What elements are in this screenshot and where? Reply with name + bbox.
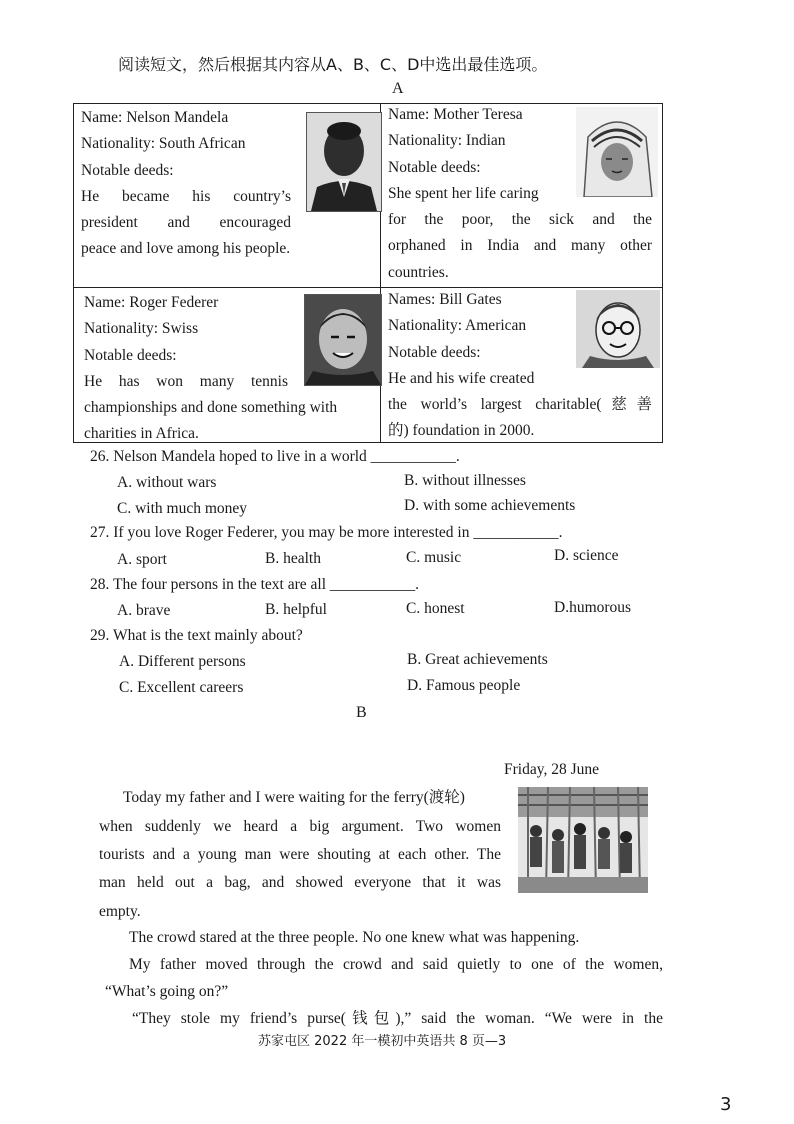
option: B. health [265,550,321,567]
deeds-line: peace and love among his people. [81,240,291,258]
deeds-line: He and his wife created [388,369,535,387]
option: C. Excellent careers [119,679,244,696]
paragraph-line: tourists and a young man were shouting at each other. The [99,846,501,863]
question-stem: 26. Nelson Mandela hoped to live in a world ___________. [90,448,460,465]
person-name: Name: Roger Federer [84,294,219,311]
option: A. Different persons [119,653,246,670]
option: C. music [406,549,462,566]
deeds-line: the world’s largest charitable(慈善 [388,396,652,414]
deeds-line: He became his country’s [81,187,291,205]
person-name: Names: Bill Gates [388,291,502,308]
deeds-line: championships and done something with [84,399,338,417]
option: D. Famous people [407,677,521,694]
option: B. helpful [265,601,327,618]
option: A. sport [117,551,167,568]
paragraph-line: when suddenly we heard a big argument. Two women [99,818,501,835]
option: D.humorous [554,599,632,616]
portrait-teresa [576,107,658,197]
ferry-crowd-photo [518,787,648,893]
deeds-line: 的) foundation in 2000. [388,422,535,440]
deeds-label: Notable deeds: [81,161,174,179]
option: A. without wars [117,474,217,491]
question-stem: 28. The four persons in the text are all ___________. [90,576,420,593]
deeds-line: He has won many tennis [84,372,288,390]
diary-date: Friday, 28 June [504,761,599,778]
option: D. with some achievements [404,497,576,514]
deeds-line: She spent her life caring [388,184,539,202]
question-stem: 27. If you love Roger Federer, you may be more interested in ___________. [90,524,563,541]
option: B. without illnesses [404,472,526,489]
person-name: Name: Mother Teresa [388,106,523,123]
option: D. science [554,547,619,564]
portrait-federer [304,294,382,386]
paragraph-line: empty. [99,903,141,920]
portrait-gates [576,290,660,368]
deeds-line: orphaned in India and many other [388,237,652,255]
instruction: 阅读短文，然后根据其内容从A、B、C、D中选出最佳选项。 [118,55,548,74]
person-nationality: Nationality: Swiss [84,320,199,338]
paragraph-line: Today my father and I were waiting for the ferry(渡轮) [123,789,465,806]
deeds-label: Notable deeds: [388,343,481,361]
deeds-line: for the poor, the sick and the [388,211,652,229]
person-nationality: Nationality: South African [81,135,246,153]
portrait-mandela [306,112,382,212]
paragraph-line: My father moved through the crowd and said quietly to one of the women, [129,956,663,973]
section-a-label: A [392,80,404,97]
person-name: Name: Nelson Mandela [81,109,229,126]
people-table [73,103,663,443]
option: C. with much money [117,500,248,517]
section-b-label: B [356,704,367,721]
person-nationality: Nationality: American [388,317,527,335]
deeds-line: president and encouraged [81,214,291,232]
question-stem: 29. What is the text mainly about? [90,627,303,644]
deeds-label: Notable deeds: [84,346,177,364]
deeds-line: countries. [388,263,449,281]
option: C. honest [406,600,465,617]
paragraph-line: man held out a bag, and showed everyone that it was [99,874,501,891]
option: B. Great achievements [407,651,548,668]
page-footer: 苏家屯区 2022 年一模初中英语共 8 页—3 [258,1034,507,1049]
person-nationality: Nationality: Indian [388,132,506,150]
paragraph-line: The crowd stared at the three people. No one knew what was happening. [129,929,580,946]
page-number: 3 [720,1094,732,1115]
deeds-line: charities in Africa. [84,425,199,443]
paragraph-line: “What’s going on?” [105,983,229,1000]
option: A. brave [117,602,171,619]
deeds-label: Notable deeds: [388,158,481,176]
paragraph-line: “They stole my friend’s purse(钱包),” said the woman. “We were in the [132,1010,663,1027]
